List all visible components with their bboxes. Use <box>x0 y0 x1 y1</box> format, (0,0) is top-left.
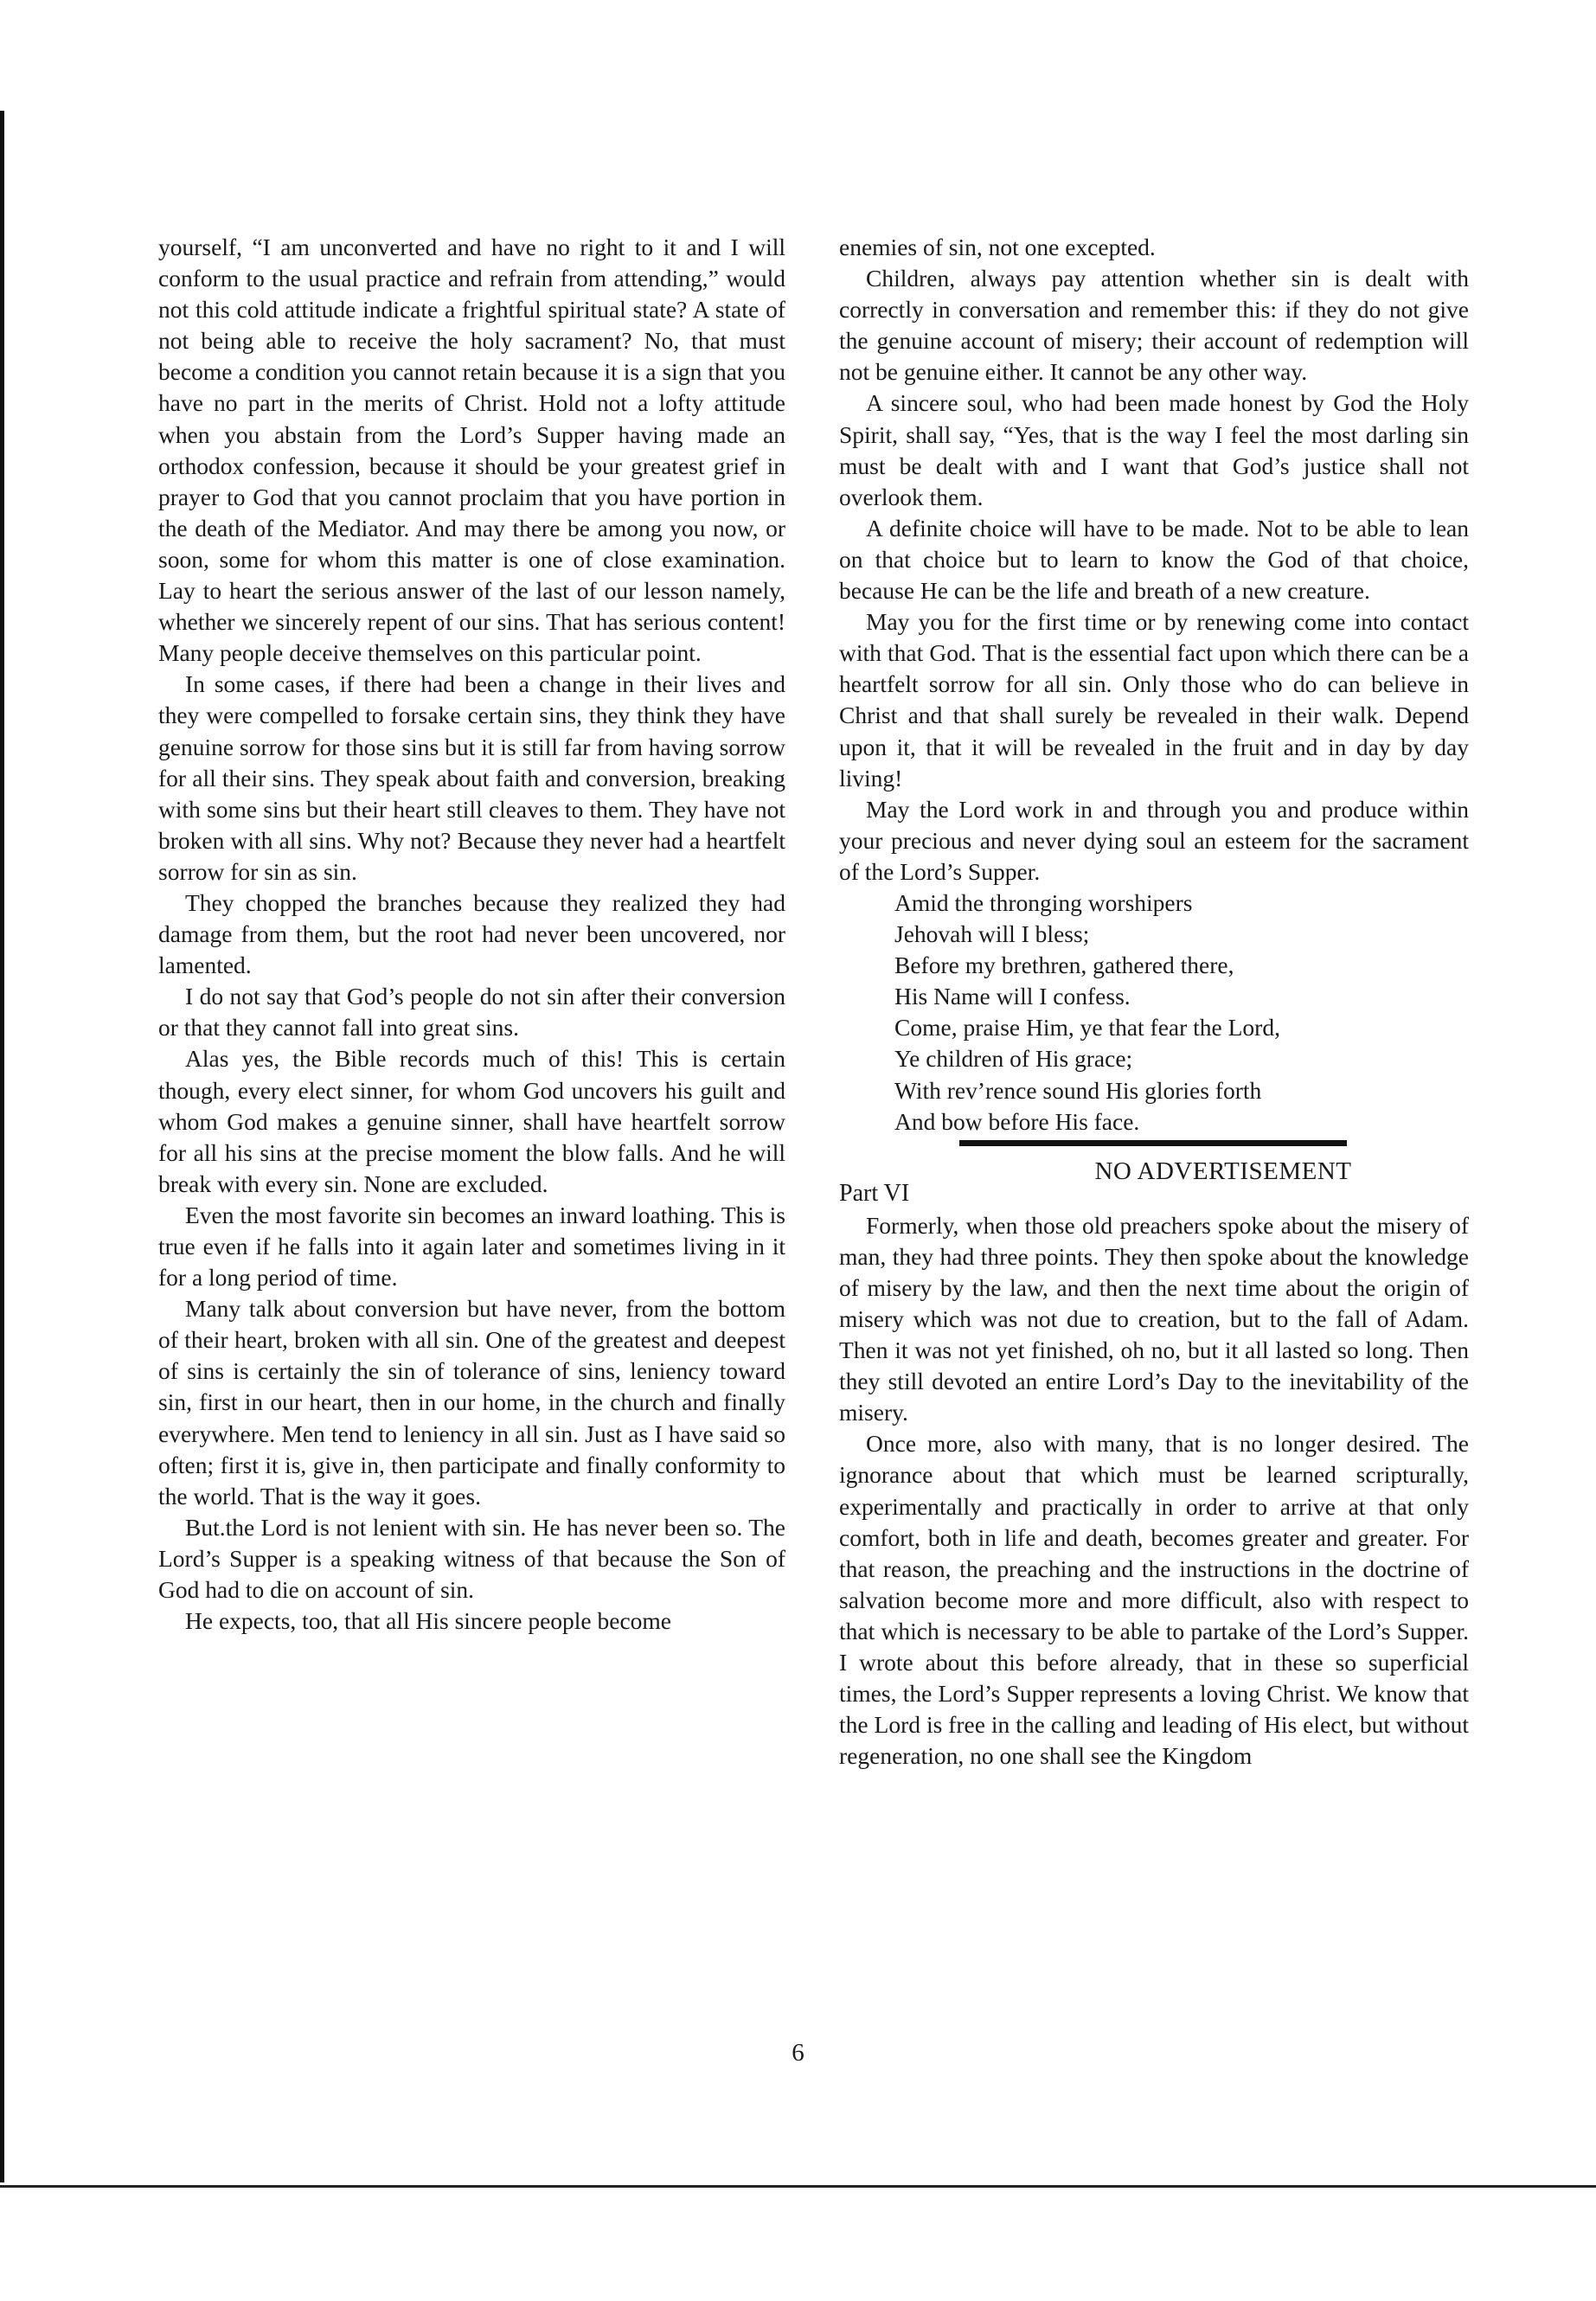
body-paragraph: They chopped the branches because they realized they had damage from them, but the root had never been uncovered, nor lamented. <box>158 888 785 979</box>
poem-line: Jehovah will I bless; <box>894 920 1090 948</box>
body-paragraph: Once more, also with many, that is no longer desired. The ignorance about that which must be learned scripturally, experimentally and practically in order to arrive at that only comfort, both in life and death, becomes greater and greater. For that reason, the preaching and the instructions in the doctrine of salvation become more and more difficult, also with respect to that which is necessary to be able to partake of the Lord’s Supper. I wrote about this before already, that in these so superficial times, the Lord’s Supper represents a loving Christ. We know that the Lord is free in the calling and leading of His elect, but without regeneration, no one shall see the Kingdom <box>839 1430 1469 1770</box>
body-paragraph: Many talk about conversion but have never, from the bottom of their heart, broken with all sin. One of the greatest and deepest of sins is certainly the sin of tolerance of sins, leniency toward sin, first in our heart, then in our home, in the church and finally everywhere. Men tend to leniency in all sin. Just as I have said so often; first it is, give in, then participate and finally conformity to the world. That is the way it goes. <box>158 1295 785 1509</box>
body-paragraph: Formerly, when those old preachers spoke about the misery of man, they had three points. They then spoke about the knowledge of misery by the law, and then the next time about the origin of misery which was not due to creation, but to the fall of Adam. Then it was not yet finished, oh no, but it all lasted so long. Then they still devoted an entire Lord’s Day to the inevitability of the misery. <box>839 1211 1469 1426</box>
body-paragraph: Alas yes, the Bible records much of this! This is certain though, every elect sinner, for whom God uncovers his guilt and whom God makes a genuine sinner, shall have heartfelt sorrow for all his sins at the precise moment the blow falls. And he will break with every sin. None are excluded. <box>158 1045 785 1197</box>
poem-line: Ye children of His grace; <box>894 1045 1133 1073</box>
body-paragraph: yourself, “I am unconverted and have no right to it and I will conform to the usual practice and refrain from attending,” would not this cold attitude indicate a frightful spiritual state? A state of not being able to receive the holy sacrament? No, that must become a condition you cannot retain because it is a sign that you have no part in the merits of Christ. Hold not a lofty attitude when you abstain from the Lord’s Supper having made an orthodox confession, because it should be your greatest grief in prayer to God that you cannot proclaim that you have portion in the death of the Mediator. And may there be among you now, or soon, some for whom this matter is one of close examination. Lay to heart the serious answer of the last of our lesson namely, whether we sincerely repent of our sins. That has serious content! Many people deceive themselves on this particular point. <box>158 234 785 667</box>
body-paragraph: In some cases, if there had been a change in their lives and they were compelled to forsake certain sins, they think they have genuine sorrow for those sins but it is still far from having sorrow for all their sins. They speak about faith and conversion, breaking with some sins but their heart still cleaves to them. They have not broken with all sins. Why not? Because they never had a heartfelt sorrow for sin as sin. <box>158 670 785 885</box>
section-divider <box>959 1140 1347 1146</box>
psalm-verse <box>894 888 1469 1138</box>
body-paragraph: He expects, too, that all His sincere people become <box>185 1607 672 1635</box>
scan-edge-left <box>0 111 4 2182</box>
poem-line: Before my brethren, gathered there, <box>894 952 1234 979</box>
poem-line: Amid the thronging worshipers <box>894 888 1193 916</box>
body-paragraph: But.the Lord is not lenient with sin. He has never been so. The Lord’s Supper is a speaking witness of that because the Son of God had to die on account of sin. <box>158 1513 785 1604</box>
poem-line: With rev’rence sound His glories forth <box>894 1076 1262 1104</box>
body-paragraph: A sincere soul, who had been made honest by God the Holy Spirit, shall say, “Yes, that is the way I feel the most darling sin must be dealt with and I want that God’s justice shall not overlook them. <box>839 389 1469 510</box>
page-number: 6 <box>792 2039 804 2067</box>
poem-line: His Name will I confess. <box>894 983 1131 1010</box>
body-paragraph: Even the most favorite sin becomes an inward loathing. This is true even if he falls into it again later and sometimes living in it for a long period of time. <box>158 1201 785 1292</box>
body-paragraph: I do not say that God’s people do not sin after their conversion or that they cannot fall into great sins. <box>158 983 785 1042</box>
scan-edge-bottom <box>0 2185 1596 2188</box>
section-subheading: Part VI <box>839 1179 910 1207</box>
left-column <box>158 232 785 1637</box>
section-heading: NO ADVERTISEMENT <box>1094 1157 1352 1185</box>
body-paragraph: May you for the first time or by renewing come into contact with that God. That is the essential fact upon which there can be a heartfelt sorrow for all sin. Only those who do can believe in Christ and that shall surely be revealed in their walk. Depend upon it, that it will be revealed in the fruit and in day by day living! <box>839 608 1469 792</box>
body-paragraph: enemies of sin, not one excepted. <box>839 234 1156 260</box>
right-column <box>839 232 1469 1772</box>
poem-line: Come, praise Him, ye that fear the Lord, <box>894 1014 1280 1042</box>
poem-line: And bow before His face. <box>894 1107 1140 1135</box>
body-paragraph: A definite choice will have to be made. Not to be able to lean on that choice but to learn to know the God of that choice, because He can be the life and breath of a new creature. <box>839 514 1469 605</box>
body-paragraph: May the Lord work in and through you and produce within your precious and never dying soul an esteem for the sacrament of the Lord’s Supper. <box>839 795 1469 885</box>
body-paragraph: Children, always pay attention whether sin is dealt with correctly in conversation and remember this: if they do not give the genuine account of misery; their account of redemption will not be genuine either. It cannot be any other way. <box>839 265 1469 386</box>
